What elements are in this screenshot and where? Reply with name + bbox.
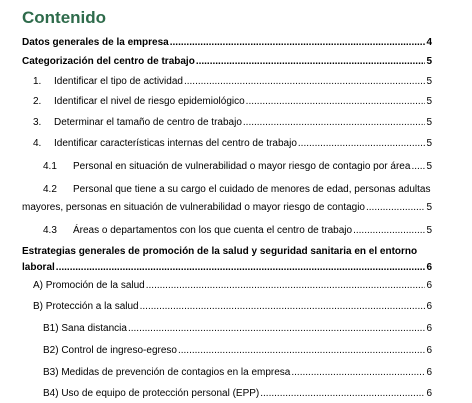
toc-entry-label: B1) Sana distancia (43, 323, 127, 334)
toc-page-number: 6 (426, 262, 432, 273)
toc-entry-promocion-salud[interactable] (33, 280, 432, 292)
toc-leader-dots (353, 225, 425, 237)
toc-entry-label: Determinar el tamaño de centro de trabajo (54, 117, 242, 128)
toc-leader-dots (56, 262, 426, 274)
toc-leader-dots (128, 323, 425, 335)
toc-leader-dots (260, 388, 425, 400)
toc-leader-dots (298, 138, 426, 150)
toc-page-number: 5 (426, 225, 432, 236)
toc-entry-label-cont: laboral (22, 262, 55, 273)
toc-entry-label-cont: mayores, personas en situación de vulnerabilidad o mayor riesgo de contagio (22, 202, 365, 213)
toc-entry-label: Identificar el nivel de riesgo epidemiológico (54, 96, 245, 107)
toc-entry-datos-generales[interactable] (22, 37, 432, 49)
toc-entry-personal-vulnerable[interactable] (43, 161, 432, 173)
toc-entry-label: Áreas o departamentos con los que cuenta el centro de trabajo (73, 225, 353, 236)
toc-entry-label: Estrategias generales de promoción de la salud y seguridad sanitaria en el entorno (22, 246, 418, 257)
toc-entry-number: 4. (33, 138, 42, 149)
toc-page-number: 5 (426, 117, 432, 128)
toc-entry-number: 1. (33, 76, 42, 87)
toc-entry-label: B3) Medidas de prevención de contagios en la empresa (43, 367, 291, 378)
toc-entry-cuidado-menores[interactable] (43, 184, 430, 196)
toc-page-number: 5 (426, 138, 432, 149)
toc-page-number: 5 (426, 76, 432, 87)
toc-entry-sana-distancia[interactable] (43, 323, 432, 335)
toc-entry-proteccion-salud[interactable] (33, 301, 432, 313)
toc-leader-dots (170, 37, 426, 49)
toc-entry-cuidado-menores-cont[interactable] (22, 202, 432, 214)
toc-entry-label: Identificar características internas del centro de trabajo (54, 138, 297, 149)
toc-entry-label: Datos generales de la empresa (22, 37, 169, 48)
toc-entry-equipo-proteccion[interactable] (43, 388, 432, 400)
toc-entry-categorizacion[interactable] (22, 56, 432, 68)
toc-entry-caracteristicas-internas[interactable] (33, 138, 432, 150)
toc-entry-nivel-riesgo[interactable] (33, 96, 432, 108)
toc-page-number: 5 (426, 96, 432, 107)
toc-page-number: 4 (426, 37, 432, 48)
toc-leader-dots (146, 280, 426, 292)
toc-entry-estrategias-cont[interactable] (22, 262, 432, 274)
toc-entry-estrategias[interactable] (22, 246, 417, 258)
toc-page-number: 5 (426, 202, 432, 213)
toc-entry-number: 3. (33, 117, 42, 128)
toc-entry-number: 2. (33, 96, 42, 107)
toc-entry-number: 4.3 (43, 225, 57, 236)
toc-entry-label: B4) Uso de equipo de protección personal (EPP) (43, 388, 260, 399)
toc-entry-tipo-actividad[interactable] (33, 76, 432, 88)
toc-leader-dots (243, 117, 426, 129)
toc-leader-dots (196, 56, 426, 68)
toc-leader-dots (411, 161, 425, 173)
toc-entry-label: Personal en situación de vulnerabilidad o mayor riesgo de contagio por área (73, 161, 411, 172)
toc-entry-control-ingreso[interactable] (43, 345, 432, 357)
toc-page-number: 5 (426, 161, 432, 172)
toc-entry-areas-departamentos[interactable] (43, 225, 432, 237)
toc-entry-label: Identificar el tipo de actividad (54, 76, 183, 87)
toc-entry-tamano-centro[interactable] (33, 117, 432, 129)
toc-entry-label: A) Promoción de la salud (33, 280, 145, 291)
toc-entry-medidas-prevencion[interactable] (43, 367, 432, 379)
toc-leader-dots (184, 76, 425, 88)
toc-leader-dots (366, 202, 425, 214)
toc-page-number: 6 (426, 323, 432, 334)
toc-entry-label: Categorización del centro de trabajo (22, 56, 195, 67)
toc-page-number: 6 (426, 280, 432, 291)
toc-page-number: 6 (426, 388, 432, 399)
toc-title: Contenido (22, 8, 107, 27)
toc-page-number: 6 (426, 345, 432, 356)
toc-entry-number: 4.1 (43, 161, 57, 172)
toc-leader-dots (140, 301, 426, 313)
toc-leader-dots (291, 367, 425, 379)
toc-page-number: 6 (426, 301, 432, 312)
toc-entry-label: Personal que tiene a su cargo el cuidado de menores de edad, personas adultas (73, 184, 431, 195)
toc-leader-dots (246, 96, 426, 108)
toc-page-number: 6 (426, 367, 432, 378)
toc-entry-number: 4.2 (43, 184, 57, 195)
toc-page-number: 5 (426, 56, 432, 67)
toc-leader-dots (178, 345, 425, 357)
toc-entry-label: B2) Control de ingreso-egreso (43, 345, 177, 356)
toc-entry-label: B) Protección a la salud (33, 301, 139, 312)
